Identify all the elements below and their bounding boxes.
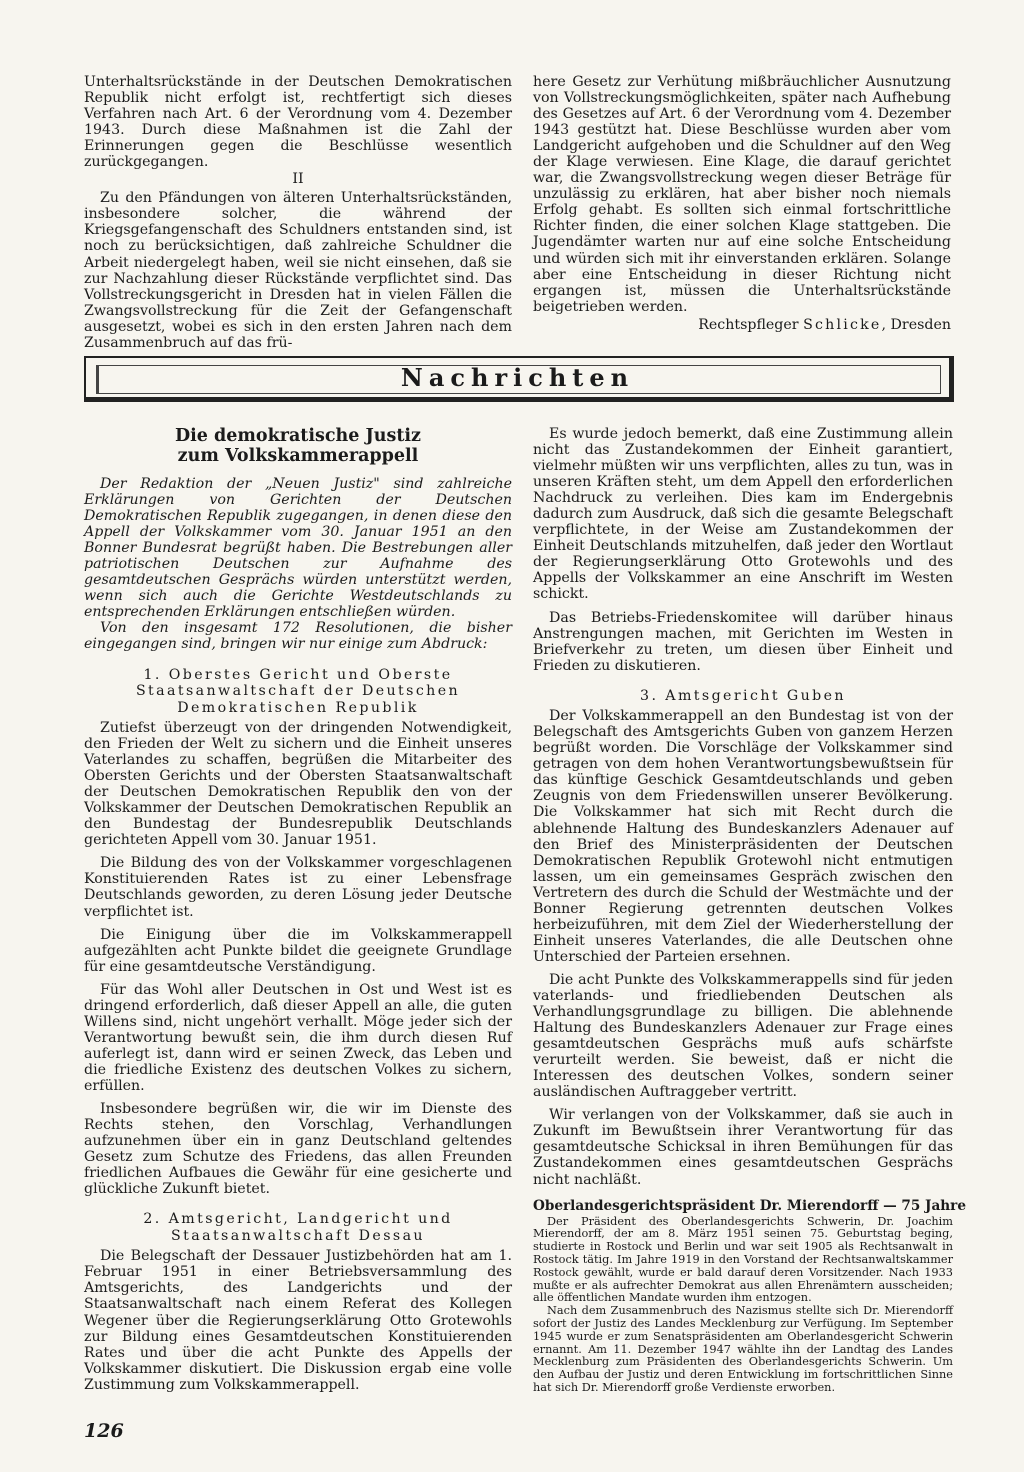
paragraph: Wir verlangen von der Volkskammer, daß sie auch in Zukunft im Bewußtsein ihrer Verantwortung für das gesamtdeutsche Schicksal in ihren Bemühungen für das Zustandekommen eines gesamtdeutschen Gesprächs nicht nachläßt. — [533, 1107, 953, 1188]
signature — [533, 317, 951, 333]
paragraph: Insbesondere begrüßen wir, die wir im Dienste des Rechts stehen, den Vorschlag, Verhandlungen aufzunehmen über ein in ganz Deutschland geltendes Gesetz zum Schutze des Friedens, das allen Freunden friedlichen Aufbaues die Gewähr für eine gesicherte und glückliche Zukunft bietet. — [84, 1101, 512, 1198]
paragraph: Die Einigung über die im Volkskammerappell aufgezählten acht Punkte bildet die geeignete Grundlage für eine gesamtdeutsche Verständigung. — [84, 926, 512, 975]
obituary-paragraph: Der Präsident des Oberlandesgerichts Schwerin, Dr. Joachim Mierendorff, der am 8. März 1951 seinen 75. Geburtstag beging, studierte in Rostock und Berlin und war seit 1905 als Rechtsanwalt in Rostock tätig. Im Jahre 1919 in den Vorstand der Rechtsanwaltskammer Rostock gewählt, wurde er bald darauf deren Vorsitzender. Nach 1933 mußte er als aufrechter Demokrat aus allen Ehrenämtern ausscheiden; alle öffentlichen Mandate wurden ihm entzogen. — [533, 1214, 953, 1305]
signature-name: Schlicke — [803, 316, 882, 333]
bottom-left-column — [84, 426, 512, 1393]
paragraph: Für das Wohl aller Deutschen in Ost und West ist es dringend erforderlich, daß dieser Appell an alle, die guten Willens sind, nicht ungehört verhallt. Möge jeder sich der Verantwortung bewußt sein, die ihm durch diesen Ruf auferlegt ist, dann wird er seinen Zweck, das Leben und die friedliche Existenz des deutschen Volkes zu sichern, erfüllen. — [84, 981, 512, 1094]
headline-line-1: Die demokratische Justiz — [174, 426, 421, 446]
signature-prefix: Rechtspfleger — [698, 316, 799, 333]
section-heading: 1. Oberstes Gericht und Oberste Staatsanwaltschaft der Deutschen Demokratischen Republik — [135, 666, 461, 716]
paragraph: Zu den Pfändungen von älteren Unterhaltsrückständen, insbesondere solcher, die während der Kriegsgefangenschaft des Schuldners entstanden sind, ist noch zu berücksichtigen, daß zahlreiche Schuldner die Arbeit niedergelegt haben, weil sie nicht einsehen, daß sie zur Nachzahlung dieser Rückstände verpflichtet sind. Das Vollstreckungsgericht in Dresden hat in vielen Fällen die Zwangsvollstreckung für die Zeit der Gefangenschaft ausgesetzt, wobei es sich in den ersten Jahren nach dem Zusammenbruch auf das frü- — [84, 190, 512, 351]
paragraph: Die acht Punkte des Volkskammerappells sind für jeden vaterlands- und friedliebenden Deutschen als Verhandlungsgrundlage zu billigen. Die ablehnende Haltung des Bundeskanzlers Adenauer zur Frage eines gesamtdeutschen Gesprächs muß aufs schärfste verurteilt werden. Sie beweist, daß er nicht die Interessen des deutschen Volkes, sondern seiner ausländischen Auftraggeber vertritt. — [533, 971, 953, 1101]
obituary-paragraph: Nach dem Zusammenbruch des Nazismus stellte sich Dr. Mierendorff sofort der Justiz des Landes Mecklenburg zur Verfügung. Im September 1945 wurde er zum Senatspräsidenten am Oberlandesgericht Schwerin ernannt. Am 11. Dezember 1947 wählte ihn der Landtag des Landes Mecklenburg zum Präsidenten des Oberlandesgerichts Schwerin. Um den Aufbau der Justiz und deren Entwicklung im fortschrittlichen Sinne hat sich Dr. Mierendorff große Verdienste erworben. — [533, 1304, 953, 1394]
section-numeral: II — [292, 171, 304, 188]
section-title: Nachrichten — [400, 363, 635, 392]
paragraph: Der Volkskammerappell an den Bundestag ist von der Belegschaft des Amtsgerichts Guben von ganzem Herzen begrüßt worden. Die Vorschläge der Volkskammer sind getragen von dem hohen Verantwortungsbewußtsein für das künftige Geschick Gesamtdeutschlands und geben Zeugnis von dem Friedenswillen unserer Bevölkerung. Die Volkskammer hat sich mit Recht durch die ablehnende Haltung des Bundeskanzlers Adenauer auf den Brief des Ministerpräsidenten der Deutschen Demokratischen Republik Grotewohl nicht entmutigen lassen, um ein gemeinsames Gespräch zwischen den Vertretern des durch die Schuld der Westmächte und der Bonner Regierung getrennten deutschen Volkes herbeizuführen, mit dem Ziel der Wiederherstellung der Einheit unseres Vaterlandes, die alle Deutschen ohne Unterschied der Parteien ersehnen. — [533, 708, 953, 965]
intro-paragraph: Der Redaktion der „Neuen Justiz" sind zahlreiche Erklärungen von Gerichten der Deutschen Demokratischen Republik zugegangen, in denen diese den Appell der Volkskammer vom 30. Januar 1951 an den Bonner Bundesrat begrüßt haben. Die Bestrebungen aller patriotischen Deutschen zur Aufnahme des gesamtdeutschen Gesprächs würden unterstützt werden, wenn sich auch die Gerichte Westdeutschlands zu entsprechenden Erklärungen entschließen würden. — [84, 476, 512, 621]
section-heading: 2. Amtsgericht, Landgericht und Staatsanwaltschaft Dessau — [143, 1211, 453, 1244]
page-number: 126 — [84, 1420, 124, 1442]
paragraph: Es wurde jedoch bemerkt, daß eine Zustimmung allein nicht das Zustandekommen der Einheit garantiert, vielmehr müßten wir uns verpflichten, alles zu tun, was in unseren Kräften steht, um dem Appell den erforderlichen Nachdruck zu verleihen. Dies kam im Endergebnis dadurch zum Ausdruck, daß sich die gesamte Belegschaft verpflichtete, in der Weise am Zustandekommen der Einheit Deutschlands mitzuhelfen, daß jeder den Wortlaut der Regierungserklärung Otto Grotewohls und des Appells der Volkskammer an eine Anschrift im Westen schickt. — [533, 426, 953, 603]
paragraph: here Gesetz zur Verhütung mißbräuchlicher Ausnutzung von Vollstreckungsmöglichkeiten, später nach Aufhebung des Gesetzes auf Art. 6 der Verordnung vom 4. Dezember 1943 gestützt hat. Diese Beschlüsse wurden aber vom Landgericht aufgehoben und die Schuldner auf den Weg der Klage verwiesen. Eine Klage, die darauf gerichtet war, die Zwangsvollstreckung wegen dieser Beträge für unzulässig zu erklären, hat aber bisher noch niemals Erfolg gehabt. Es sollten sich einmal fortschrittliche Richter finden, die einer solchen Klage stattgeben. Die Jugendämter warten nur auf eine solche Entscheidung und würden sich mit ihr einverstanden erklären. Solange aber eine Entscheidung in dieser Richtung nicht ergangen ist, müssen die Unterhaltsrückstände beigetrieben werden. — [533, 74, 951, 315]
headline-line-2: zum Volkskammerappell — [177, 446, 419, 466]
obituary-heading: Oberlandesgerichtspräsident Dr. Mierendorff — 75 Jahre — [533, 1197, 966, 1214]
signature-place: , Dresden — [881, 316, 951, 333]
paragraph: Die Belegschaft der Dessauer Justizbehörden hat am 1. Februar 1951 in einer Betriebsversammlung des Amtsgerichts, des Landgerichts und der Staatsanwaltschaft nach einem Referat des Kollegen Wegener über die Regierungserklärung Otto Grotewohls zur Bildung eines Gesamtdeutschen Konstituierenden Rates und über die acht Punkte des Appells der Volkskammer diskutiert. Die Diskussion ergab eine volle Zustimmung zum Volkskammerappell. — [84, 1248, 512, 1393]
top-left-column — [84, 74, 512, 351]
intro-paragraph: Von den insgesamt 172 Resolutionen, die bisher eingegangen sind, bringen wir nur einige zum Abdruck: — [84, 620, 512, 653]
paragraph: Zutiefst überzeugt von der dringenden Notwendigkeit, den Frieden der Welt zu sichern und die Einheit unseres Vaterlandes zu schaffen, begrüßen die Mitarbeiter des Obersten Gerichts und der Obersten Staatsanwaltschaft der Deutschen Demokratischen Republik den von der Volkskammer der Deutschen Demokratischen Republik an den Bundestag der Bundesrepublik Deutschlands gerichteten Appell vom 30. Januar 1951. — [84, 720, 512, 849]
section-title-box — [84, 356, 954, 402]
article-headline — [84, 426, 512, 466]
paragraph: Das Betriebs-Friedenskomitee will darüber hinaus Anstrengungen machen, mit Gerichten im Westen in Briefverkehr zu treten, um diesen über Einheit und Frieden zu diskutieren. — [533, 609, 953, 674]
bottom-right-column — [533, 426, 966, 1395]
paragraph: Die Bildung des von der Volkskammer vorgeschlagenen Konstituierenden Rates ist zu einer Lebensfrage Deutschlands geworden, zu deren Lösung jeder Deutsche verpflichtet ist. — [84, 855, 512, 920]
section-heading: 3. Amtsgericht Guben — [640, 687, 846, 704]
top-right-column — [533, 74, 951, 333]
paragraph: Unterhaltsrückstände in der Deutschen Demokratischen Republik nicht erfolgt ist, rechtfertigt sich dieses Verfahren nach Art. 6 der Verordnung vom 4. Dezember 1943. Durch diese Maßnahmen ist die Zahl der Erinnerungen gegen die Beschlüsse wesentlich zurückgegangen. — [84, 74, 512, 171]
